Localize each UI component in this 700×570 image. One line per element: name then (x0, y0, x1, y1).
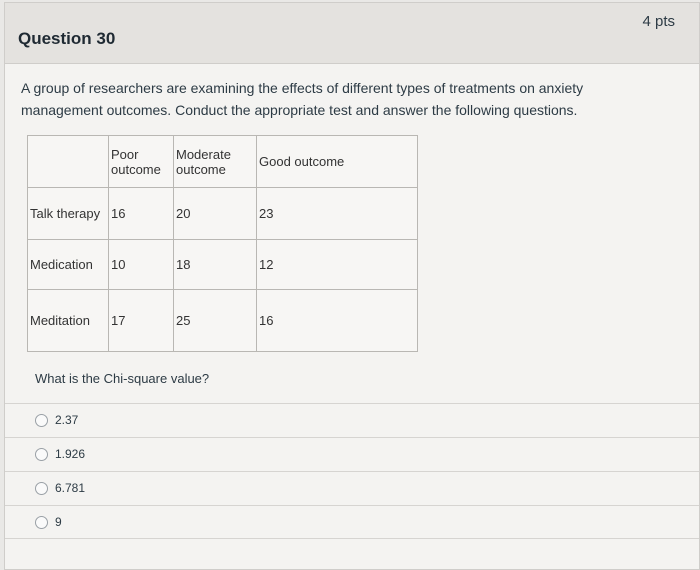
table-cell: Medication (28, 240, 109, 290)
table-cell: 16 (257, 290, 418, 352)
radio-button[interactable] (35, 482, 48, 495)
radio-button[interactable] (35, 414, 48, 427)
answer-option[interactable] (5, 505, 699, 539)
table-header-cell: Good outcome (257, 136, 418, 188)
table-cell: 25 (174, 290, 257, 352)
table-cell: 20 (174, 188, 257, 240)
answer-option-label[interactable]: 2.37 (55, 413, 79, 427)
table-row (28, 290, 418, 352)
answer-option[interactable] (5, 437, 699, 470)
question-header (5, 3, 699, 64)
answer-option-label[interactable]: 9 (55, 515, 62, 529)
table-cell: 12 (257, 240, 418, 290)
table-cell: Meditation (28, 290, 109, 352)
sub-question-text: What is the Chi-square value? (35, 371, 210, 386)
question-card (4, 2, 700, 570)
table-row (28, 240, 418, 290)
question-points: 4 pts (642, 13, 675, 30)
table-cell: 16 (109, 188, 174, 240)
table-cell: Talk therapy (28, 188, 109, 240)
table-cell: 17 (109, 290, 174, 352)
answer-option[interactable] (5, 403, 699, 436)
answer-option-label[interactable]: 6.781 (55, 481, 86, 495)
data-table (27, 135, 418, 352)
radio-button[interactable] (35, 516, 48, 529)
table-cell: 10 (109, 240, 174, 290)
table-header-cell (28, 136, 109, 188)
question-text: A group of researchers are examining the effects of different types of treatments on anxiety management outcomes. Conduct the appropriate test and answer the following questions. (21, 80, 584, 118)
table-header-cell: Moderate outcome (174, 136, 257, 188)
answer-option[interactable] (5, 471, 699, 504)
table-header-row (28, 136, 418, 188)
table-cell: 23 (257, 188, 418, 240)
question-title: Question 30 (18, 29, 116, 48)
answer-option-label[interactable]: 1.926 (55, 447, 86, 461)
radio-button[interactable] (35, 448, 48, 461)
table-row (28, 188, 418, 240)
table-header-cell: Poor outcome (109, 136, 174, 188)
table-cell: 18 (174, 240, 257, 290)
